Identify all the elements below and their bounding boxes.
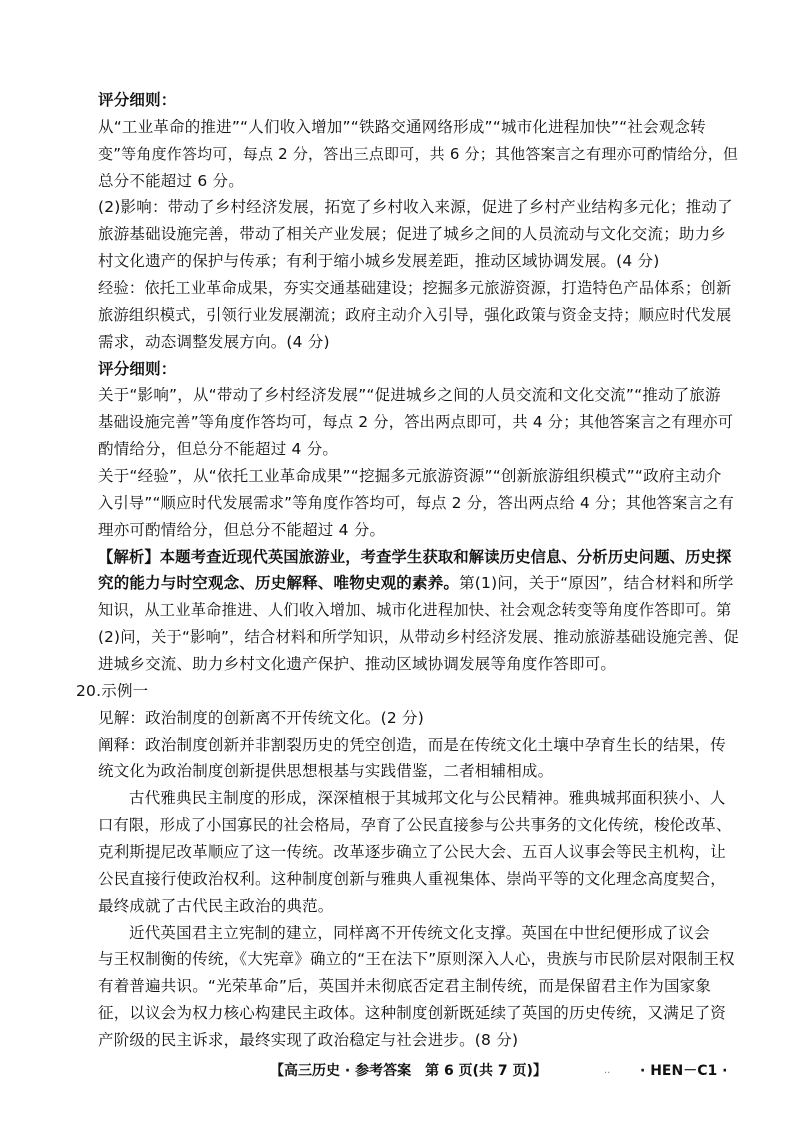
line-text: 关于“影响”，从“带动了乡村经济发展”“促进城乡之间的人员交流和文化交流”“推动了旅游 — [98, 386, 721, 404]
text-line — [98, 305, 731, 325]
text-line — [98, 439, 338, 459]
line-text: 关于“经验”，从“依托工业革命成果”“挖掘多元旅游资源”“创新旅游组织模式”“政府主动介 — [98, 467, 722, 485]
text-line — [98, 278, 731, 298]
text-line — [98, 117, 706, 137]
bold-text: 评分细则： — [98, 360, 177, 378]
line-text: 征，以议会为权力核心构建民主政体。这种制度创新既延续了英国的历史传统，又满足了资 — [98, 1004, 727, 1022]
line-text: 最终成就了古代民主政治的典范。 — [98, 897, 334, 915]
text-line — [98, 171, 244, 191]
text-line — [98, 144, 738, 164]
line-text: (2)问，关于“影响”，结合材料和所学知识，从带动乡村经济发展、推动旅游基础设施完善、促 — [98, 628, 739, 646]
text-line — [76, 681, 148, 701]
footer-title: 【高三历史 · 参考答案 第 6 页(共 7 页)】 — [270, 1063, 547, 1079]
line-text: 需求，动态调整发展方向。(4 分) — [98, 333, 330, 351]
line-text: 旅游基础设施完善，带动了相关产业发展；促进了城乡之间的人员流动与文化交流；助力乡 — [98, 225, 727, 243]
line-text: 近代英国君主立宪制的建立，同样离不开传统文化支撑。英国在中世纪便形成了议会 — [129, 924, 710, 942]
text-line — [98, 251, 660, 271]
line-text: 阐释：政治制度创新并非割裂历史的凭空创造，而是在传统文化土壤中孕育生长的结果，传 — [98, 736, 727, 754]
text-line — [98, 197, 733, 217]
line-text: 有着普遍共识。“光荣革命”后，英国并未彻底否定君主制传统，而是保留君主作为国家象 — [98, 977, 712, 995]
line-text: 克利斯提尼改革顺应了这一传统。改革逐步确立了公民大会、五百人议事会等民主机构，让 — [98, 843, 727, 861]
text-line — [98, 842, 726, 862]
text-line — [98, 332, 330, 352]
text-line — [98, 654, 616, 674]
text-line — [98, 412, 733, 432]
text-line — [129, 923, 710, 943]
bold-text: 究的能力与时空观念、历史解释、唯物史观的素养。 — [98, 574, 460, 592]
footer-marks: .. — [604, 1065, 611, 1076]
line-text-tail: 第(1)问，关于“原因”，结合材料和所学 — [459, 574, 734, 592]
text-line — [98, 896, 334, 916]
text-line — [98, 627, 739, 647]
line-text: 见解：政治制度的创新离不开传统文化。(2 分) — [98, 709, 424, 727]
text-line — [98, 761, 553, 781]
line-text: 知识，从工业革命推进、人们收入增加、城市化进程加快、社会观念转变等角度作答即可。第 — [98, 601, 732, 619]
line-text: 公民直接行使政治权利。这种制度创新与雅典人重视集体、崇尚平等的文化理念高度契合， — [98, 870, 727, 888]
line-text: 口有限，形成了小国寡民的社会格局，孕育了公民直接参与公共事务的文化传统，梭伦改革、 — [98, 816, 732, 834]
line-text: 统文化为政治制度创新提供思想根基与实践借鉴，二者相辅相成。 — [98, 762, 554, 780]
line-text: 与王权制衡的传统，《大宪章》确立的“王在法下”原则深入人心，贵族与市民阶层对限制王权 — [98, 950, 735, 968]
text-line — [98, 573, 734, 593]
text-line — [98, 600, 731, 620]
line-text: 酌情给分，但总分不能超过 4 分。 — [98, 440, 339, 458]
text-line — [98, 1003, 726, 1023]
text-line — [98, 735, 726, 755]
text-line — [98, 976, 711, 996]
line-text: 产阶级的民主诉求，最终实现了政治稳定与社会进步。(8 分) — [98, 1031, 519, 1049]
text-line — [129, 788, 726, 808]
line-text: 20.示例一 — [76, 682, 149, 700]
text-line — [98, 90, 177, 110]
line-text: 村文化遗产的保护与传承；有利于缩小城乡发展差距，推动区域协调发展。(4 分) — [98, 252, 660, 270]
line-text: 古代雅典民主制度的形成，深深植根于其城邦文化与公民精神。雅典城邦面积狭小、人 — [129, 789, 726, 807]
line-text: 变”等角度作答均可，每点 2 分，答出三点即可，共 6 分；其他答案言之有理亦可酌情给分，但 — [98, 145, 739, 163]
text-line — [98, 869, 726, 889]
text-line — [98, 547, 731, 567]
text-line — [98, 949, 735, 969]
line-text: 经验：依托工业革命成果，夯实交通基础建设；挖掘多元旅游资源，打造特色产品体系；创新 — [98, 279, 732, 297]
text-line — [98, 224, 726, 244]
line-text: 进城乡交流、助力乡村文化遗产保护、推动区域协调发展等角度作答即可。 — [98, 655, 617, 673]
text-line — [98, 520, 385, 540]
line-text: 从“工业革命的推进”“人们收入增加”“铁路交通网络形成”“城市化进程加快”“社会观念转 — [98, 118, 706, 136]
line-text: 基础设施完善”等角度作答均可，每点 2 分，答出两点即可，共 4 分；其他答案言之有理亦可 — [98, 413, 734, 431]
text-line — [98, 385, 721, 405]
text-line — [98, 359, 177, 379]
bold-text: 【解析】本题考查近现代英国旅游业，考查学生获取和解读历史信息、分析历史问题、历史探 — [98, 548, 732, 566]
footer-code: · HEN－C1 · — [640, 1063, 728, 1079]
line-text: 旅游组织模式，引领行业发展潮流；政府主动介入引导，强化政策与资金支持；顺应时代发展 — [98, 306, 732, 324]
line-text: 入引导”“顺应时代发展需求”等角度作答均可，每点 2 分，答出两点给 4 分；其他答案言之有 — [98, 494, 734, 512]
text-line — [98, 815, 731, 835]
text-line — [98, 1030, 518, 1050]
line-text: (2)影响：带动了乡村经济发展，拓宽了乡村收入来源，促进了乡村产业结构多元化；推动了 — [98, 198, 733, 216]
line-text: 理亦可酌情给分，但总分不能超过 4 分。 — [98, 521, 386, 539]
bold-text: 评分细则： — [98, 91, 177, 109]
text-line — [98, 708, 424, 728]
text-line — [98, 493, 734, 513]
line-text: 总分不能超过 6 分。 — [98, 172, 244, 190]
text-line — [98, 466, 722, 486]
page-footer — [0, 1060, 800, 1082]
